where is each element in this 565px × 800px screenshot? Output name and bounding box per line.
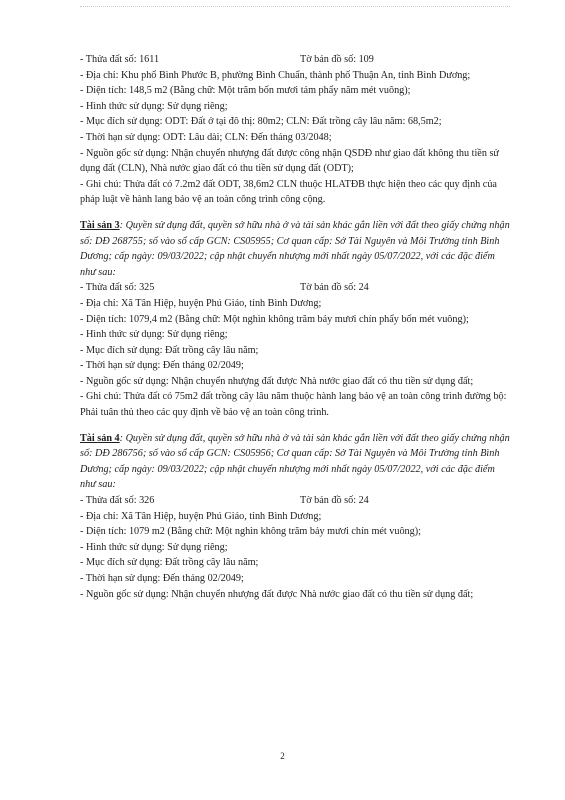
use-origin: - Nguồn gốc sử dụng: Nhận chuyển nhượng đất được công nhận QSDĐ như giao đất không thu tiền sử dụng đất (CLN), Nhà nước giao đất có thu tiền sử dụng đất (ODT); — [80, 147, 499, 175]
scan-top-edge — [80, 6, 510, 7]
document-body — [80, 52, 510, 602]
parcel-number: - Thửa đất số: 325 — [80, 282, 155, 294]
parcel-row — [80, 52, 510, 68]
parcel-number: - Thửa đất số: 326 — [80, 495, 155, 507]
asset-4-label: Tài sản 4 — [80, 432, 120, 444]
area: - Diện tích: 1079,4 m2 (Bằng chữ: Một nghìn không trăm bảy mươi chín phẩy bốn mét vuông); — [80, 313, 469, 325]
use-origin: - Nguồn gốc sử dụng: Nhận chuyển nhượng đất được Nhà nước giao đất có thu tiền sử dụng đất; — [80, 588, 474, 600]
area: - Diện tích: 1079 m2 (Bằng chữ: Một nghìn không trăm bảy mươi chín mét vuông); — [80, 526, 421, 538]
page-number: 2 — [280, 751, 285, 761]
address: - Địa chỉ: Khu phố Bình Phước B, phường Bình Chuẩn, thành phố Thuận An, tỉnh Bình Dương; — [80, 69, 471, 81]
use-origin: - Nguồn gốc sử dụng: Nhận chuyển nhượng đất được Nhà nước giao đất có thu tiền sử dụng đất; — [80, 375, 474, 387]
asset-3-description: : Quyền sử dụng đất, quyền sở hữu nhà ở và tài sản khác gắn liền với đất theo giấy chứng nhận số: DĐ 268755; số vào sổ cấp GCN: CS05955; Cơ quan cấp: Sở Tài Nguyên và Môi Trường tỉnh Bình Dương; cấp ngày: 09/03/2022; cập nhật chuyển nhượng mới nhất ngày 05/07/2022, với các đặc điểm như sau: — [80, 219, 510, 278]
use-term: - Thời hạn sử dụng: ODT: Lâu dài; CLN: Đến tháng 03/2048; — [80, 131, 332, 143]
note: - Ghi chú: Thửa đất có 75m2 đất trồng cây lâu năm thuộc hành lang bảo vệ an toàn công trình đường bộ: Phải tuân thủ theo các quy định về bảo vệ an toàn công trình. — [80, 391, 507, 419]
map-sheet-number: Tờ bản đồ số: 24 — [300, 495, 369, 507]
use-purpose: - Mục đích sử dụng: Đất trồng cây lâu năm; — [80, 344, 259, 356]
asset-4-heading — [80, 431, 510, 493]
use-form: - Hình thức sử dụng: Sử dụng riêng; — [80, 541, 228, 553]
address: - Địa chỉ: Xã Tân Hiệp, huyện Phú Giáo, tỉnh Bình Dương; — [80, 510, 322, 522]
parcel-number: - Thửa đất số: 1611 — [80, 54, 160, 65]
map-sheet-number: Tờ bản đồ số: 24 — [300, 282, 369, 294]
note: - Ghi chú: Thửa đất có 7.2m2 đất ODT, 38,6m2 CLN thuộc HLATĐB thực hiện theo các quy định của pháp luật về hành lang bảo vệ an toàn công trình công cộng. — [80, 178, 497, 206]
use-term: - Thời hạn sử dụng: Đến tháng 02/2049; — [80, 360, 244, 372]
asset-3-label: Tài sản 3 — [80, 219, 120, 231]
map-sheet-number: Tờ bản đồ số: 109 — [300, 54, 374, 65]
address: - Địa chỉ: Xã Tân Hiệp, huyện Phú Giáo, tỉnh Bình Dương; — [80, 297, 322, 309]
parcel-row — [80, 280, 510, 296]
use-purpose: - Mục đích sử dụng: Đất trồng cây lâu năm; — [80, 557, 259, 569]
use-form: - Hình thức sử dụng: Sử dụng riêng; — [80, 100, 228, 112]
use-term: - Thời hạn sử dụng: Đến tháng 02/2049; — [80, 573, 244, 584]
asset-3-heading — [80, 218, 510, 280]
use-purpose: - Mục đích sử dụng: ODT: Đất ở tại đô thị: 80m2; CLN: Đất trồng cây lâu năm: 68,5m2; — [80, 116, 442, 128]
asset-4-description: : Quyền sử dụng đất, quyền sở hữu nhà ở và tài sản khác gắn liền với đất theo giấy chứng nhận số: DĐ 286756; số vào sổ cấp GCN: CS05956; Cơ quan cấp: Sở Tài Nguyên và Môi Trường tỉnh Bình Dương; cấp ngày: 09/03/2022; cập nhật chuyển nhượng mới nhất ngày 05/07/2022, với các đặc điểm như sau: — [80, 432, 510, 491]
use-form: - Hình thức sử dụng: Sử dụng riêng; — [80, 329, 228, 341]
area: - Diện tích: 148,5 m2 (Bằng chữ: Một trăm bốn mươi tám phẩy năm mét vuông); — [80, 85, 411, 97]
parcel-row — [80, 493, 510, 509]
